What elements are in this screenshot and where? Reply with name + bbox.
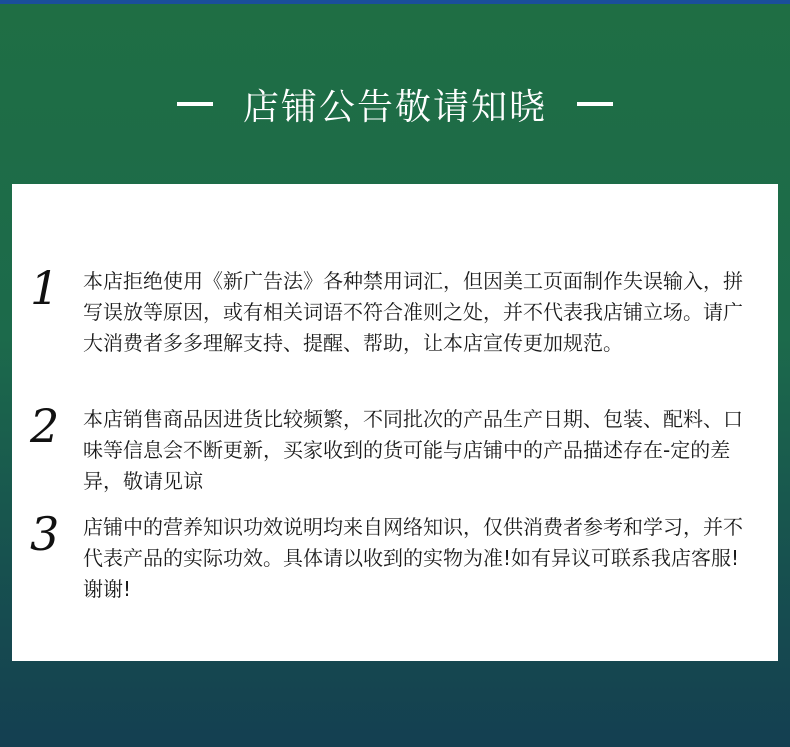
notice-text-1: 本店拒绝使用《新广告法》各种禁用词汇，但因美工页面制作失误输入，拼写误放等原因，或有相关词语不符合准则之处，并不代表我店铺立场。请广大消费者多多理解支持、提醒、帮助，让本店宣传更加规范。 (83, 269, 743, 355)
notice-card (12, 184, 778, 661)
notice-text-2: 本店销售商品因进货比较频繁，不同批次的产品生产日期、包装、配料、口味等信息会不断更新，买家收到的货可能与店铺中的产品描述存在-定的差异，敬请见谅 (83, 407, 743, 493)
page-title: 店铺公告敬请知晓 (242, 86, 547, 128)
notice-number-3: 3 (30, 507, 60, 561)
notice-text-3: 店铺中的营养知识功效说明均来自网络知识，仅供消费者参考和学习，并不代表产品的实际功效。具体请以收到的实物为准!如有异议可联系我店客服!谢谢! (83, 515, 743, 601)
notice-number-1: 1 (30, 261, 60, 315)
title-dash-left (177, 102, 213, 106)
top-accent-strip (0, 0, 790, 4)
notice-header (0, 72, 790, 136)
notice-number-2: 2 (30, 399, 60, 453)
title-dash-right (577, 102, 613, 106)
